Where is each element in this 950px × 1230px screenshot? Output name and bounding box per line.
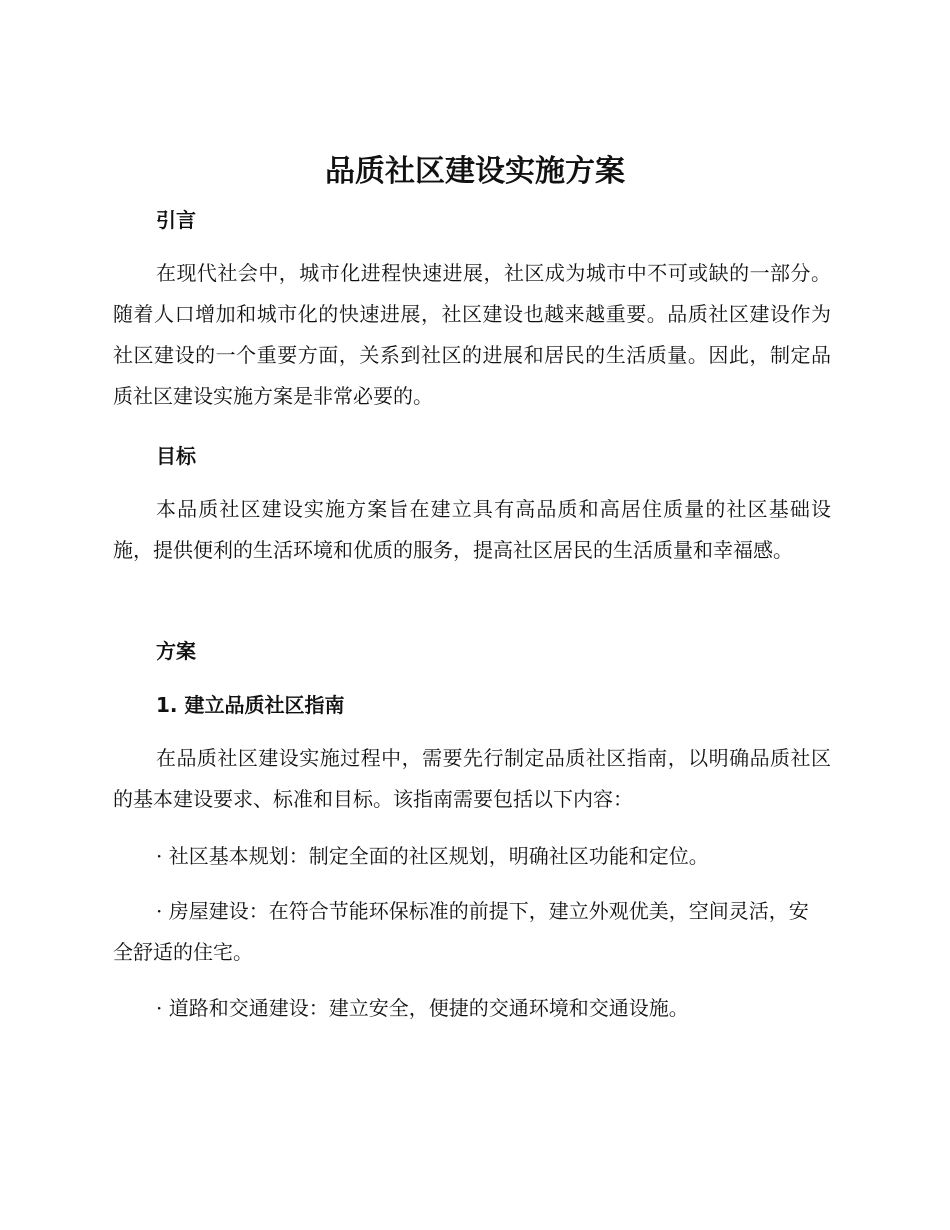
section-heading-plan: 方案 — [156, 639, 196, 663]
document-title: 品质社区建设实施方案 — [325, 154, 625, 189]
list-item: · 房屋建设：在符合节能环保标准的前提下，建立外观优美，空间灵活，安全舒适的住宅。 — [113, 899, 809, 964]
intro-paragraph: 在现代社会中，城市化进程快速进展，社区成为城市中不可或缺的一部分。随着人口增加和城市化的快速进展，社区建设也越来越重要。品质社区建设作为社区建设的一个重要方面，关系到社区的进展和居民的生活质量。因此，制定品质社区建设实施方案是非常必要的。 — [113, 261, 831, 408]
list-item: · 道路和交通建设：建立安全，便捷的交通环境和交通设施。 — [156, 996, 689, 1020]
subsection-heading-guide: 1. 建立品质社区指南 — [156, 693, 345, 717]
section-heading-goal: 目标 — [156, 444, 196, 468]
goal-paragraph: 本品质社区建设实施方案旨在建立具有高品质和高居住质量的社区基础设施，提供便利的生活环境和优质的服务，提高社区居民的生活质量和幸福感。 — [113, 497, 831, 562]
section-heading-intro: 引言 — [156, 208, 196, 232]
guide-paragraph: 在品质社区建设实施过程中，需要先行制定品质社区指南，以明确品质社区的基本建设要求、标准和目标。该指南需要包括以下内容： — [113, 746, 831, 811]
list-item: · 社区基本规划：制定全面的社区规划，明确社区功能和定位。 — [156, 844, 709, 868]
